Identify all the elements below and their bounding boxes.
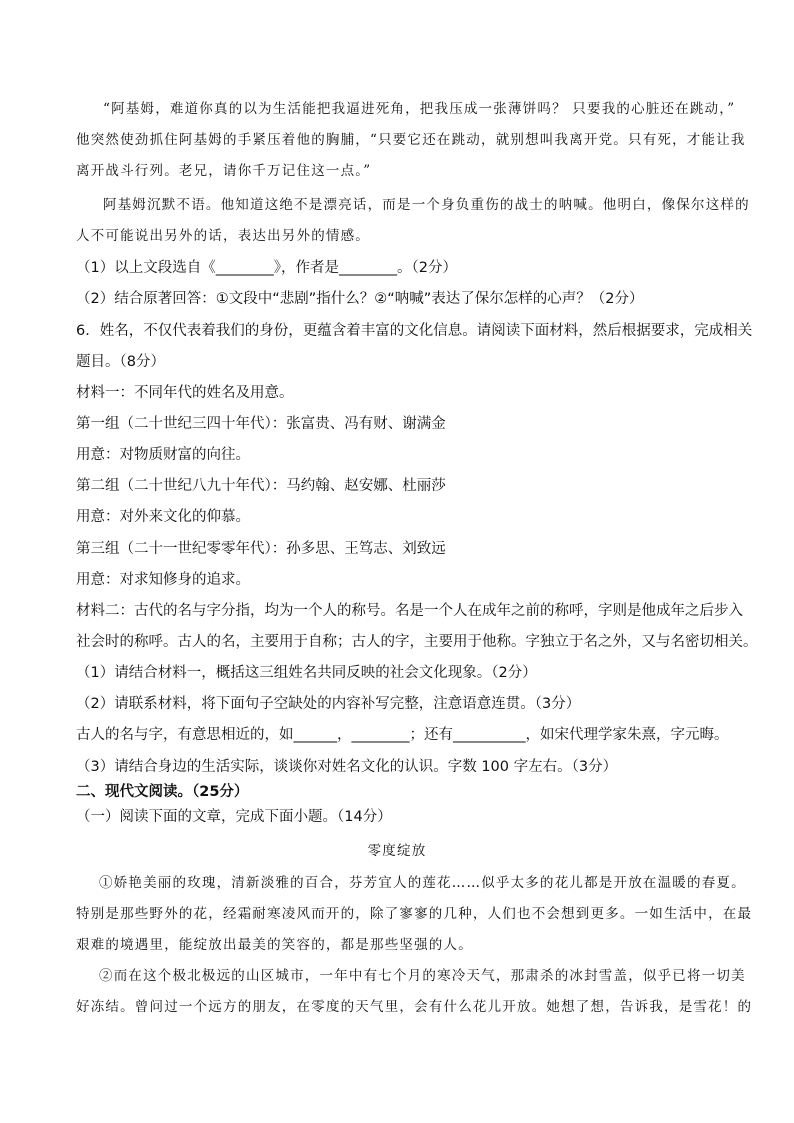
material-2-line-1: 材料二：古代的名与字分指，均为一个人的称号。名是一个人在成年之前的称呼，字则是他成年之后步入 bbox=[76, 603, 743, 619]
q6-sub3: （3）请结合身边的生活实际，谈谈你对姓名文化的认识。字数 100 字左右。（3分） bbox=[76, 759, 618, 775]
group-2-meaning: 用意：对外来文化的仰慕。 bbox=[76, 509, 250, 525]
excerpt-line-3: 离开战斗行列。老兄，请你千万记住这一点。” bbox=[76, 163, 372, 179]
article-line-3: 艰难的境遇里，能绽放出最美的笑容的，都是那些坚强的人。 bbox=[76, 937, 473, 953]
material-1-title: 材料一：不同年代的姓名及用意。 bbox=[76, 385, 294, 401]
q5-sub2: （2）结合原著回答：①文段中“悲剧”指什么？②“呐喊”表达了保尔怎样的心声？（2分） bbox=[76, 291, 644, 307]
q6-stem-line-1: 6．姓名，不仅代表着我们的身份，更蕴含着丰富的文化信息。请阅读下面材料，然后根据要求，完成相关 bbox=[76, 323, 753, 339]
excerpt-line-1: “阿基姆，难道你真的以为生活能把我逼进死角，把我压成一张薄饼吗？ 只要我的心脏还在跳动，” bbox=[103, 101, 736, 117]
excerpt-line-2: 他突然使劲抓住阿基姆的手紧压着他的胸脯，“只要它还在跳动，就别想叫我离开党。只有死，才能让我 bbox=[76, 132, 746, 148]
group-3-meaning: 用意：对求知修身的追求。 bbox=[76, 572, 250, 588]
q6-sub2-sentence: 古人的名与字，有意思相近的，如______，________；还有__________，如宋代理学家朱熹，字元晦。 bbox=[76, 727, 729, 743]
material-2-line-2: 社会时的称呼。古人的名，主要用于自称；古人的字，主要用于他称。字独立于名之外，又与名密切相关。 bbox=[76, 634, 758, 650]
article-line-4: ②而在这个极北极远的山区城市，一年中有七个月的寒冷天气，那肃杀的冰封雪盖，似乎已将一切美 bbox=[99, 968, 746, 984]
group-1-meaning: 用意：对物质财富的向往。 bbox=[76, 447, 250, 463]
article-line-5: 好冻结。曾问过一个远方的朋友，在零度的天气里，会有什么花儿开放。她想了想，告诉我，是雪花！的 bbox=[76, 999, 753, 1015]
article-title: 零度绽放 bbox=[367, 843, 427, 859]
q6-sub1: （1）请结合材料一，概括这三组姓名共同反映的社会文化现象。（2分） bbox=[76, 665, 537, 681]
group-3: 第三组（二十一世纪零零年代）：孙多思、王笃志、刘致远 bbox=[76, 541, 446, 557]
q5-sub1: （1）以上文段选自《________》，作者是________。（2分） bbox=[76, 260, 457, 276]
article-line-2: 特别是那些野外的花，经霜耐寒凌风而开的，除了寥寥的几种，人们也不会想到更多。一如生活中，在最 bbox=[76, 906, 753, 922]
excerpt-line-5: 人不可能说出另外的话，表达出另外的情感。 bbox=[76, 228, 370, 244]
section-2-part-1: （一）阅读下面的文章，完成下面小题。（14分） bbox=[76, 809, 392, 825]
group-2: 第二组（二十世纪八九十年代）：马约翰、赵安娜、杜丽莎 bbox=[76, 478, 446, 494]
q6-sub2: （2）请联系材料，将下面句子空缺处的内容补写完整，注意语意连贯。（3分） bbox=[76, 696, 581, 712]
article-line-1: ①娇艳美丽的玫瑰，清新淡雅的百合，芬芳宜人的莲花……似乎太多的花儿都是开放在温暖的春夏。 bbox=[99, 875, 746, 891]
excerpt-line-4: 阿基姆沉默不语。他知道这绝不是漂亮话，而是一个身负重伤的战士的呐喊。他明白，像保尔这样的 bbox=[103, 197, 750, 213]
group-1: 第一组（二十世纪三四十年代）：张富贵、冯有财、谢满金 bbox=[76, 416, 446, 432]
q6-stem-line-2: 题目。（8分） bbox=[76, 354, 165, 370]
section-2-heading: 二、现代文阅读。（25分） bbox=[76, 784, 249, 800]
